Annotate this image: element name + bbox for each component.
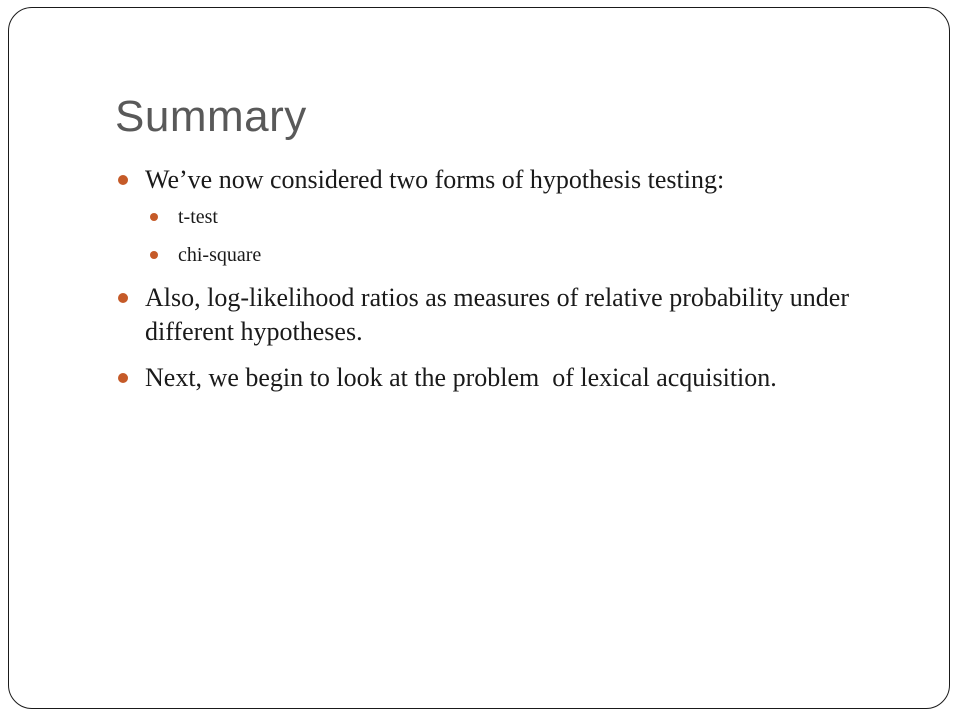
sub-bullet-text: chi-square <box>178 244 262 266</box>
bullet-text: We’ve now considered two forms of hypothesis testing: <box>145 165 725 194</box>
slide-title: Summary <box>115 92 307 141</box>
bullet-item <box>115 281 915 349</box>
bullet-marker-icon <box>150 213 158 221</box>
bullet-marker-icon <box>118 373 128 383</box>
bullet-item <box>115 361 915 395</box>
sub-bullet-text: t-test <box>178 206 218 228</box>
bullet-list <box>115 163 915 407</box>
bullet-marker-icon <box>118 175 128 185</box>
sub-bullet-item <box>147 243 915 267</box>
sub-bullet-list <box>145 205 915 267</box>
bullet-text: Next, we begin to look at the problem of lexical acquisition. <box>145 363 777 392</box>
sub-bullet-item <box>147 205 915 229</box>
bullet-marker-icon <box>150 251 158 259</box>
bullet-text: Also, log-likelihood ratios as measures of relative probability under different hypotheses. <box>145 283 849 346</box>
bullet-item <box>115 163 915 267</box>
bullet-marker-icon <box>118 293 128 303</box>
slide-frame <box>8 7 950 709</box>
